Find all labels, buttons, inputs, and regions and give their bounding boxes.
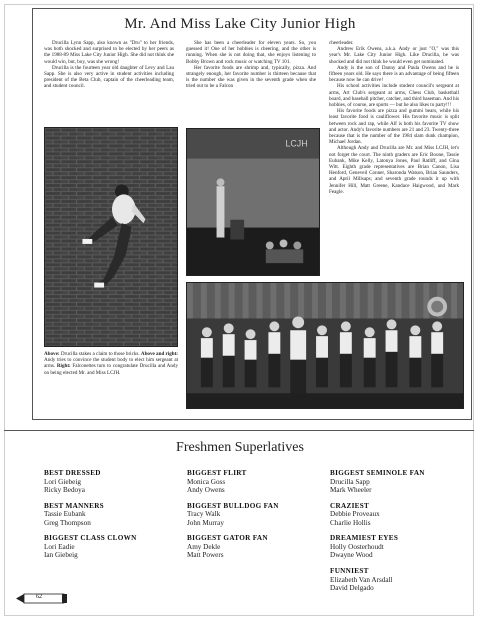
award-name: Drucilla Sapp bbox=[330, 477, 370, 486]
award-name: Dwayne Wood bbox=[330, 551, 373, 560]
caption-text-right: Falconettes turn to congratulate Drucilla and Andy on being elected Mr. and Miss LCJH. bbox=[44, 363, 178, 376]
award-item bbox=[330, 469, 470, 495]
award-item bbox=[330, 534, 470, 560]
award-title: FUNNIEST bbox=[330, 567, 369, 576]
article-paragraph: Andy is the son of Danny and Paula Owens and he is fifteen years old. He says there is an advantage of being fifteen because now he can drive! bbox=[329, 64, 459, 84]
award-name: Amy Dekle bbox=[187, 542, 221, 551]
award-name: Ian Giebeig bbox=[44, 551, 78, 560]
caption-label-above: Above: bbox=[44, 351, 60, 357]
award-item bbox=[44, 534, 184, 560]
article-paragraph: His school activities include student council's sergeant at arms, Art Club's sergeant at arms, Chess Club, basketball board, and baseball pitcher, catcher, and third baseman. And his hobbies, of course, are sports — but he also likes to party!!! bbox=[329, 83, 459, 109]
award-name: Lori Eadie bbox=[44, 542, 75, 551]
article-paragraph: His favorite foods are pizza and gummi bears, while his least favorite food is cauliflower. His favorite music is split between rock and rap, while Alf is both his favorite TV show and actor. Andy's favorite numbers are 21 and 23. Twenty-three because that is the number of the 1984 slam dunk champion, Michael Jordan. bbox=[329, 108, 459, 146]
award-name: Tassie Eubank bbox=[44, 510, 86, 519]
caption-text-above: Drucilla stakes a claim to those bricks. bbox=[60, 351, 140, 357]
award-item bbox=[187, 502, 327, 528]
award-name: John Murray bbox=[187, 518, 224, 527]
article-paragraph: Andrew Erik Owens, a.k.a. Andy or just "O," was this year's Mr. Lake City Junior High. Like Drucilla, he was shocked and did not think he would even get nominated. bbox=[329, 46, 459, 65]
article-column-2 bbox=[186, 40, 316, 90]
award-name: Ricky Bedoya bbox=[44, 486, 85, 495]
superlatives-column-1 bbox=[44, 469, 184, 567]
photo-brick-wall-image bbox=[45, 128, 177, 346]
award-title: BIGGEST BULLDOG FAN bbox=[187, 501, 279, 510]
award-title: BIGGEST FLIRT bbox=[187, 469, 247, 477]
article-paragraph: Drucilla Lynn Sapp, also known as "Dru" to her friends, was both shocked and surprised to be elected by her peers as the 1988-89 Miss Lake City Junior High. She did not think she would win, but, boy, was she wrong! bbox=[44, 40, 174, 65]
article-paragraph: Although Andy and Drucilla are Mr. and Miss LCJH, let's not forget the court. The ninth graders are Eric Boone, Tassie Eubank, Mike Kelly, Latonya Jones, Paul Ratliff, and Gina Witt. Eighth grade representatives are Brian Canon, Lisa Henford, Geneveil Conner, Sharonda Watson, Brian Saunders, and April Millsaps; and seventh grade rounds it up with Jennifer Hill, Matt Greene, Kandace Haigwood, and Mark Feagle. bbox=[329, 145, 459, 195]
award-item bbox=[187, 534, 327, 560]
superlatives-title: Freshmen Superlatives bbox=[176, 440, 304, 455]
award-name: Matt Powers bbox=[187, 551, 224, 560]
award-name: Lori Giebeig bbox=[44, 477, 81, 486]
caption-label-above-right: Above and right: bbox=[140, 351, 178, 357]
article-paragraph: cheerleader. bbox=[329, 40, 354, 46]
photo-stage bbox=[186, 128, 320, 276]
award-name: Tracy Walk bbox=[187, 510, 221, 519]
photo-falconettes bbox=[186, 282, 464, 409]
award-name: Charlie Hollis bbox=[330, 518, 371, 527]
award-title: BIGGEST CLASS CLOWN bbox=[44, 534, 137, 543]
award-item bbox=[330, 502, 470, 528]
photo-brick-wall bbox=[44, 127, 178, 347]
article-column-3 bbox=[329, 40, 459, 300]
award-name: David Delgado bbox=[330, 584, 374, 593]
award-item bbox=[330, 567, 470, 593]
award-name: Andy Owens bbox=[187, 486, 225, 495]
article-paragraph: Drucilla is the fourteen year old daughter of Levy and Lau Sapp. She is also very active in student activities including president of the Beta Club, captain of the cheerleading team, and student council. bbox=[44, 64, 174, 90]
award-name: Holly Oosterhoudt bbox=[330, 542, 384, 551]
award-title: DREAMIEST EYES bbox=[330, 534, 399, 543]
superlatives-column-2 bbox=[187, 469, 327, 567]
photo-stage-image bbox=[187, 129, 319, 275]
caption-text-above-right: Andy tries to convince the student body to elect him sergeant at arms. bbox=[44, 357, 178, 370]
photo-falconettes-image bbox=[187, 283, 463, 408]
award-name: Monica Goss bbox=[187, 477, 226, 486]
article-paragraph: Her favorite foods are shrimp and, typically, pizza. And strangely enough, her favorite number is thirteen because that is the number she was given in the seventh grade when she tried out to be a Falcon bbox=[186, 64, 316, 90]
article-paragraph: She has been a cheerleader for eleven years. So, you guessed it! One of her hobbies is cheering, and the other is running. When she is not doing that, she enjoys listening to Bobby Brown and rock music or watching TV 101. bbox=[186, 40, 316, 65]
page-title: Mr. And Miss Lake City Junior High bbox=[124, 16, 356, 32]
article-column-1 bbox=[44, 40, 174, 90]
stage-sign: LCJH bbox=[285, 138, 308, 149]
award-name: Greg Thompson bbox=[44, 518, 91, 527]
photo-caption bbox=[44, 351, 178, 376]
award-title: BEST DRESSED bbox=[44, 469, 101, 477]
superlatives-column-3 bbox=[330, 469, 470, 600]
award-name: Debbie Proveaux bbox=[330, 510, 380, 519]
award-item bbox=[187, 469, 327, 495]
award-name: Mark Wheeler bbox=[330, 486, 372, 495]
award-title: BIGGEST GATOR FAN bbox=[187, 534, 268, 543]
award-title: BEST MANNERS bbox=[44, 501, 104, 510]
award-title: CRAZIEST bbox=[330, 501, 370, 510]
award-name: Elizabeth Van Arsdall bbox=[330, 575, 393, 584]
caption-label-right: Right: bbox=[56, 363, 71, 370]
award-item bbox=[44, 502, 184, 528]
award-item bbox=[44, 469, 184, 495]
award-title: BIGGEST SEMINOLE FAN bbox=[330, 469, 425, 477]
section-divider bbox=[4, 430, 474, 431]
page-number: 62 bbox=[36, 594, 42, 600]
